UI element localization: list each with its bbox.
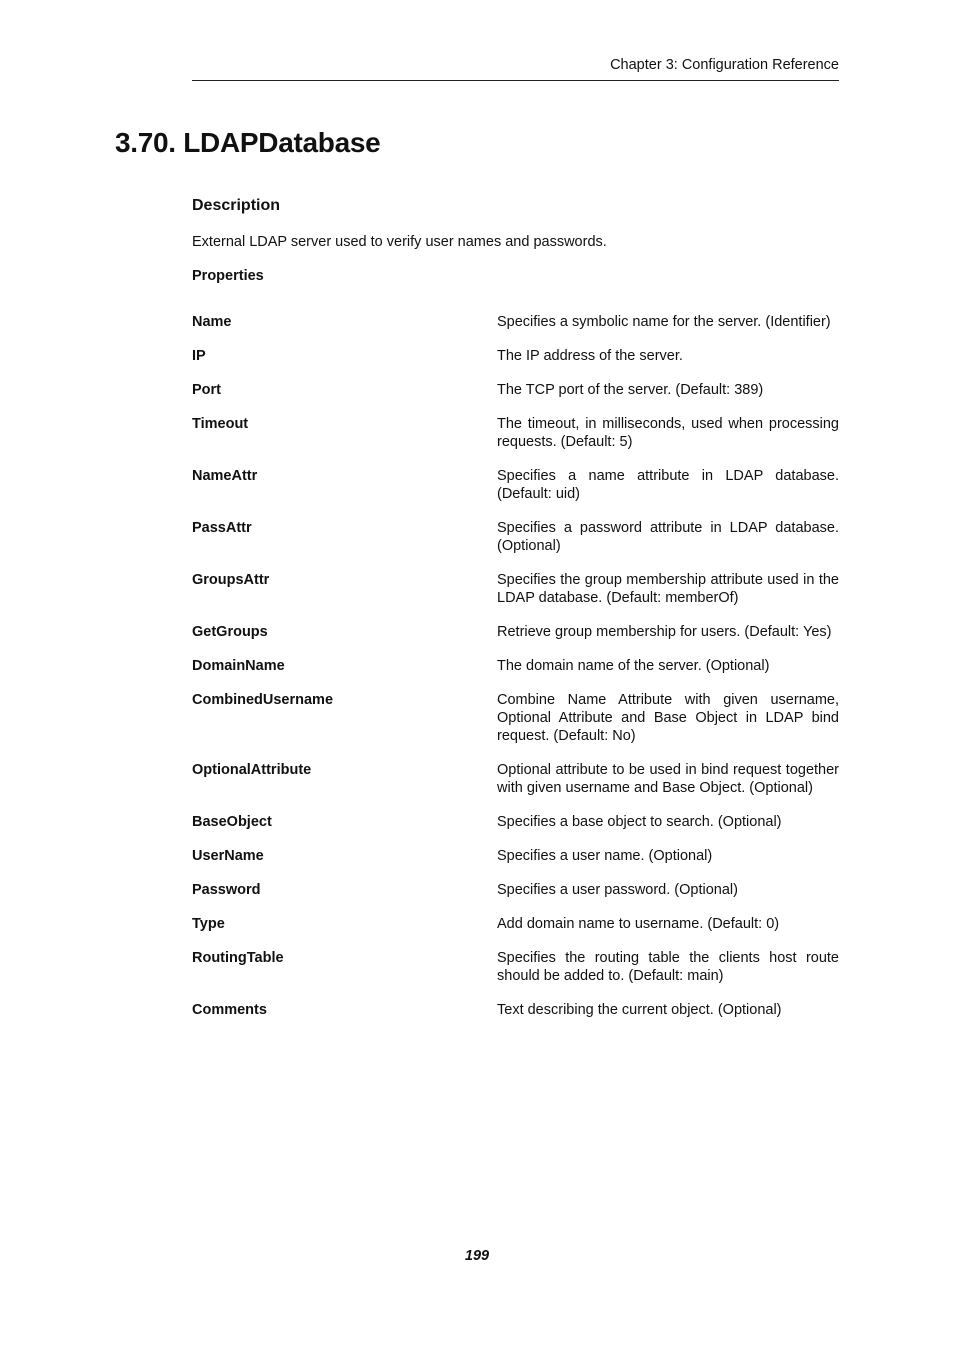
running-header: Chapter 3: Configuration Reference — [610, 57, 839, 73]
property-description: Specifies the group membership attribute used in the LDAP database. (Default: memberOf) — [497, 572, 839, 606]
property-name: IP — [192, 348, 206, 364]
property-row — [192, 761, 839, 813]
property-name: OptionalAttribute — [192, 762, 312, 778]
property-name: Type — [192, 916, 225, 932]
properties-heading: Properties — [192, 268, 264, 284]
property-name: Comments — [192, 1002, 267, 1018]
property-description: Specifies the routing table the clients host route should be added to. (Default: main) — [497, 950, 839, 984]
property-row — [192, 881, 839, 915]
property-row — [192, 415, 839, 467]
property-name: Port — [192, 382, 221, 398]
property-description: Combine Name Attribute with given username, Optional Attribute and Base Object in LDAP bind request. (Default: No) — [497, 692, 839, 744]
property-name: RoutingTable — [192, 950, 284, 966]
property-description: The domain name of the server. (Optional) — [497, 658, 770, 674]
property-row — [192, 623, 839, 657]
property-row — [192, 571, 839, 623]
header-rule — [192, 80, 839, 81]
property-row — [192, 949, 839, 1001]
properties-table — [192, 313, 839, 1035]
property-name: GroupsAttr — [192, 572, 270, 588]
property-description: Specifies a user name. (Optional) — [497, 848, 713, 864]
property-description: Specifies a password attribute in LDAP database. (Optional) — [497, 520, 839, 554]
property-description: Specifies a base object to search. (Optional) — [497, 814, 782, 830]
property-description: The timeout, in milliseconds, used when processing requests. (Default: 5) — [497, 416, 839, 450]
property-description: Specifies a name attribute in LDAP database. (Default: uid) — [497, 468, 839, 502]
section-title: 3.70. LDAPDatabase — [115, 127, 381, 158]
property-row — [192, 467, 839, 519]
property-row — [192, 847, 839, 881]
property-description: The IP address of the server. — [497, 348, 683, 364]
property-description: The TCP port of the server. (Default: 389) — [497, 382, 764, 398]
property-name: Timeout — [192, 416, 249, 432]
description-heading: Description — [192, 197, 281, 214]
property-name: DomainName — [192, 658, 285, 674]
property-description: Add domain name to username. (Default: 0) — [497, 916, 780, 932]
property-name: NameAttr — [192, 468, 258, 484]
property-row — [192, 381, 839, 415]
property-row — [192, 657, 839, 691]
property-row — [192, 813, 839, 847]
property-row — [192, 1001, 839, 1035]
page-number: 199 — [464, 1248, 490, 1264]
property-row — [192, 915, 839, 949]
property-name: PassAttr — [192, 520, 252, 536]
property-description: Specifies a user password. (Optional) — [497, 882, 738, 898]
property-description: Retrieve group membership for users. (Default: Yes) — [497, 624, 832, 640]
description-text: External LDAP server used to verify user names and passwords. — [192, 234, 607, 250]
property-description: Text describing the current object. (Optional) — [497, 1002, 782, 1018]
property-name: CombinedUsername — [192, 692, 334, 708]
property-row — [192, 347, 839, 381]
property-row — [192, 519, 839, 571]
property-name: BaseObject — [192, 814, 272, 830]
property-name: UserName — [192, 848, 264, 864]
property-description: Optional attribute to be used in bind request together with given username and Base Object. (Optional) — [497, 762, 839, 796]
property-row — [192, 313, 839, 347]
property-row — [192, 691, 839, 761]
property-name: Password — [192, 882, 261, 898]
property-name: GetGroups — [192, 624, 268, 640]
property-name: Name — [192, 314, 232, 330]
property-description: Specifies a symbolic name for the server. (Identifier) — [497, 314, 831, 330]
